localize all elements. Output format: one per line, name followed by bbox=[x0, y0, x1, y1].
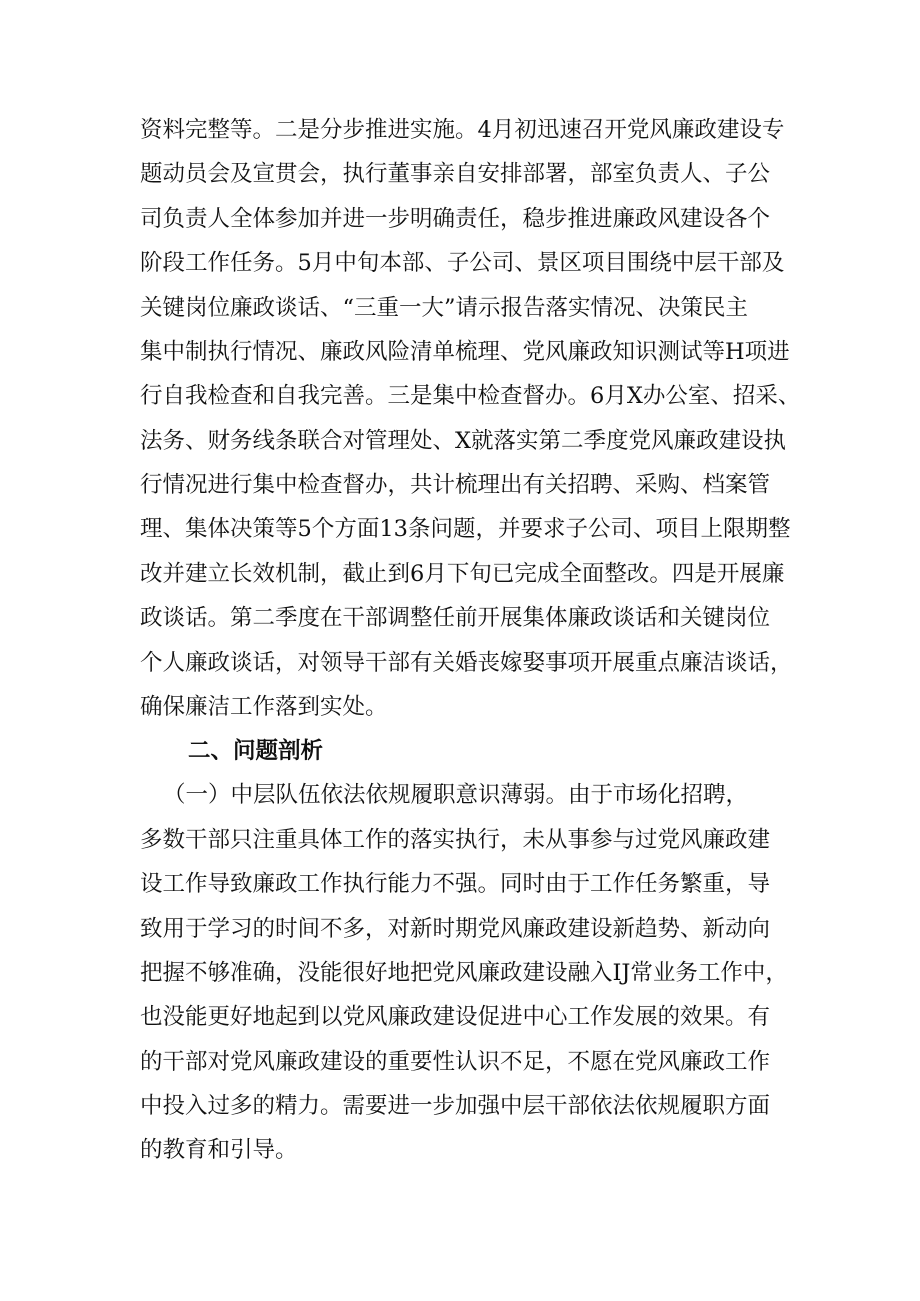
text-line: 的教育和引导。 bbox=[140, 1137, 298, 1163]
section-heading: 二、问题剖析 bbox=[188, 738, 324, 764]
text-line: 改并建立长效机制，截止到6月下旬已完成全面整改。四是开展廉 bbox=[140, 561, 785, 587]
text-line: 集中制执行情况、廉政风险清单梳理、党风廉政知识测试等H项进 bbox=[140, 339, 790, 365]
text-line: 司负责人全体参加并进一步明确责任，稳步推进廉政风建设各个 bbox=[140, 206, 771, 232]
text-line: 多数干部只注重具体工作的落实执行，未从事参与过党风廉政建 bbox=[140, 827, 771, 853]
text-line: 中投入过多的精力。需要进一步加强中层干部依法依规履职方面 bbox=[140, 1093, 771, 1119]
text-line: 设工作导致廉政工作执行能力不强。同时由于工作任务繁重，导 bbox=[140, 871, 771, 897]
text-line: 题动员会及宣贯会，执行董事亲自安排部署，部室负责人、子公 bbox=[140, 161, 771, 187]
text-line: 政谈话。第二季度在干部调整任前开展集体廉政谈话和关键岗位 bbox=[140, 605, 771, 631]
text-line: 的干部对党风廉政建设的重要性认识不足，不愿在党风廉政工作 bbox=[140, 1049, 771, 1075]
text-line: 法务、财务线条联合对管理处、X就落实第二季度党风廉政建设执 bbox=[140, 428, 787, 454]
text-line: 把握不够准确，没能很好地把党风廉政建设融入IJ常业务工作中， bbox=[140, 960, 788, 986]
text-line: 行情况进行集中检查督办，共计梳理出有关招聘、采购、档案管 bbox=[140, 472, 771, 498]
text-line: 关键岗位廉政谈话、“三重一大”请示报告落实情况、决策民主 bbox=[140, 295, 749, 321]
text-line: 理、集体决策等5个方面13条问题，并要求子公司、项目上限期整 bbox=[140, 516, 791, 542]
text-line: （一）中层队伍依法依规履职意识薄弱。由于市场化招聘， bbox=[163, 782, 749, 808]
text-line: 阶段工作任务。5月中旬本部、子公司、景区项目围绕中层干部及 bbox=[140, 250, 785, 276]
text-line: 确保廉洁工作落到实处。 bbox=[140, 694, 388, 720]
text-line: 致用于学习的时间不多，对新时期党风廉政建设新趋势、新动向 bbox=[140, 916, 771, 942]
text-line: 资料完整等。二是分步推进实施。4月初迅速召开党风廉政建设专 bbox=[140, 117, 785, 143]
text-line: 个人廉政谈话，对领导干部有关婚丧嫁娶事项开展重点廉洁谈话， bbox=[140, 650, 793, 676]
text-line: 也没能更好地起到以党风廉政建设促进中心工作发展的效果。有 bbox=[140, 1004, 771, 1030]
text-line: 行自我检查和自我完善。三是集中检查督办。6月X办公室、招采、 bbox=[140, 383, 800, 409]
